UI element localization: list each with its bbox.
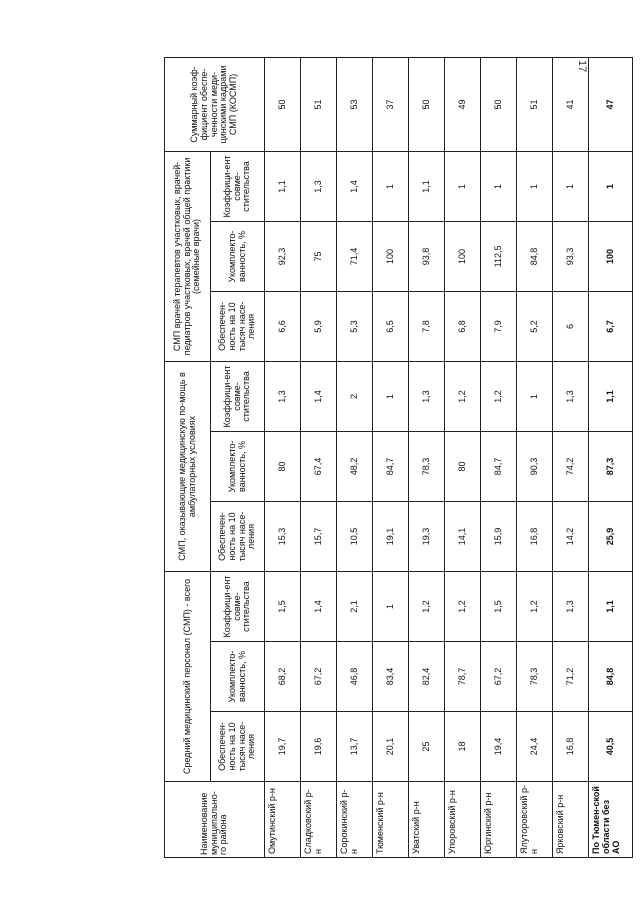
value-cell: 74,2 [553, 431, 589, 501]
value-cell: 5,2 [517, 291, 553, 361]
value-cell: 15,9 [481, 501, 517, 571]
subheader-4: Укомплекто-ванность, % [211, 431, 265, 501]
table-row [265, 57, 301, 857]
page-number: 17 [576, 60, 588, 73]
value-cell: 67,2 [301, 642, 337, 712]
value-cell: 1,1 [265, 151, 301, 221]
value-cell: 1,2 [481, 361, 517, 431]
value-cell: 87,3 [589, 431, 633, 501]
value-cell: 84,7 [373, 431, 409, 501]
value-cell: 1,4 [337, 151, 373, 221]
value-cell: 67,4 [301, 431, 337, 501]
value-cell: 80 [265, 431, 301, 501]
value-cell: 1,1 [589, 361, 633, 431]
value-cell: 48,2 [337, 431, 373, 501]
subheader-3: Обеспечен-ность на 10 тысяч насе-ления [211, 501, 265, 571]
value-cell: 18 [445, 712, 481, 782]
value-cell: 15,7 [301, 501, 337, 571]
value-cell: 6,5 [373, 291, 409, 361]
table-row [409, 57, 445, 857]
value-cell: 15,3 [265, 501, 301, 571]
value-cell: 100 [445, 221, 481, 291]
value-cell: 46,8 [337, 642, 373, 712]
value-cell: 82,4 [409, 642, 445, 712]
value-cell: 1,3 [553, 571, 589, 641]
header-group-smp-total: Средний медицинский персонал (СМП) - всего [165, 571, 211, 781]
value-cell: 7,8 [409, 291, 445, 361]
value-cell: 1,5 [481, 571, 517, 641]
value-cell: 78,3 [409, 431, 445, 501]
district-name: Ялуторовский р-н [517, 782, 553, 858]
value-cell: 16,8 [553, 712, 589, 782]
value-cell: 67,2 [481, 642, 517, 712]
value-cell: 80 [445, 431, 481, 501]
value-cell: 14,1 [445, 501, 481, 571]
district-name: Ярковский р-н [553, 782, 589, 858]
value-cell: 20,1 [373, 712, 409, 782]
value-cell: 1 [373, 361, 409, 431]
value-cell: 1,2 [445, 571, 481, 641]
value-cell: 1,4 [301, 361, 337, 431]
value-cell: 1,1 [589, 571, 633, 641]
value-cell: 50 [409, 57, 445, 151]
table-row [301, 57, 337, 857]
value-cell: 6 [553, 291, 589, 361]
value-cell: 25 [409, 712, 445, 782]
table-row [481, 57, 517, 857]
value-cell: 16,8 [517, 501, 553, 571]
value-cell: 1,2 [409, 571, 445, 641]
value-cell: 1 [373, 151, 409, 221]
value-cell: 1,3 [301, 151, 337, 221]
value-cell: 19,1 [373, 501, 409, 571]
value-cell: 83,4 [373, 642, 409, 712]
value-cell: 1,3 [409, 361, 445, 431]
value-cell: 19,6 [301, 712, 337, 782]
district-name: Сорокинский р-н [337, 782, 373, 858]
district-name: Сладковский р-н [301, 782, 337, 858]
value-cell: 100 [589, 221, 633, 291]
subheader-1: Укомплекто-ванность, % [211, 642, 265, 712]
value-cell: 13,7 [337, 712, 373, 782]
value-cell: 51 [301, 57, 337, 151]
rotated-table-container [164, 58, 621, 858]
value-cell: 1 [589, 151, 633, 221]
table-row [445, 57, 481, 857]
value-cell: 6,8 [445, 291, 481, 361]
value-cell: 1,2 [517, 571, 553, 641]
header-kosmp: Суммарный коэф-фициент обеспе-ченности меди-цинскими кадрами СМП (КОСМП) [165, 57, 265, 151]
district-name: Тюменский р-н [373, 782, 409, 858]
header-district-name: Наименование муниципально-го района [165, 782, 265, 858]
value-cell: 71,4 [337, 221, 373, 291]
value-cell: 1,2 [445, 361, 481, 431]
value-cell: 1,4 [301, 571, 337, 641]
value-cell: 49 [445, 57, 481, 151]
value-cell: 78,3 [517, 642, 553, 712]
value-cell: 1,5 [265, 571, 301, 641]
subheader-2: Коэффици-ент совме-стительства [211, 571, 265, 641]
value-cell: 84,7 [481, 431, 517, 501]
value-cell: 7,9 [481, 291, 517, 361]
value-cell: 1 [517, 361, 553, 431]
value-cell: 19,7 [265, 712, 301, 782]
value-cell: 75 [301, 221, 337, 291]
value-cell: 1 [445, 151, 481, 221]
value-cell: 2,1 [337, 571, 373, 641]
value-cell: 50 [265, 57, 301, 151]
subheader-7: Укомплекто-ванность, % [211, 221, 265, 291]
value-cell: 84,8 [517, 221, 553, 291]
value-cell: 1,1 [409, 151, 445, 221]
subheader-8: Коэффици-ент совме-стительства [211, 151, 265, 221]
value-cell: 19,3 [409, 501, 445, 571]
value-cell: 6,6 [265, 291, 301, 361]
staffing-table [164, 57, 633, 858]
value-cell: 93,3 [553, 221, 589, 291]
value-cell: 68,2 [265, 642, 301, 712]
total-row [589, 57, 633, 857]
table-row [517, 57, 553, 857]
value-cell: 1,3 [553, 361, 589, 431]
header-group-smp-therapists: СМП врачей терапевтов участковых, врачей-педиатров участковых, врачей общей практики (семейные врачи) [165, 151, 211, 361]
value-cell: 93,8 [409, 221, 445, 291]
value-cell: 40,5 [589, 712, 633, 782]
value-cell: 19,4 [481, 712, 517, 782]
value-cell: 2 [337, 361, 373, 431]
table-row [337, 57, 373, 857]
subheader-0: Обеспечен-ность на 10 тысяч насе-ления [211, 712, 265, 782]
value-cell: 90,3 [517, 431, 553, 501]
value-cell: 41 [553, 57, 589, 151]
district-name: По Тюмен-ской области без АО [589, 782, 633, 858]
subheader-6: Обеспечен-ность на 10 тысяч насе-ления [211, 291, 265, 361]
header-group-smp-ambulatory: СМП, оказывающие медицинскую по-мощь в амбулаторных условиях [165, 361, 211, 571]
value-cell: 53 [337, 57, 373, 151]
value-cell: 37 [373, 57, 409, 151]
value-cell: 24,4 [517, 712, 553, 782]
value-cell: 92,3 [265, 221, 301, 291]
value-cell: 84,8 [589, 642, 633, 712]
value-cell: 10,5 [337, 501, 373, 571]
district-name: Упоровский р-н [445, 782, 481, 858]
value-cell: 100 [373, 221, 409, 291]
district-name: Омутинский р-н [265, 782, 301, 858]
value-cell: 71,2 [553, 642, 589, 712]
value-cell: 1 [373, 571, 409, 641]
value-cell: 1,3 [265, 361, 301, 431]
value-cell: 47 [589, 57, 633, 151]
district-name: Юргинский р-н [481, 782, 517, 858]
value-cell: 14,2 [553, 501, 589, 571]
value-cell: 78,7 [445, 642, 481, 712]
value-cell: 5,9 [301, 291, 337, 361]
value-cell: 25,9 [589, 501, 633, 571]
value-cell: 50 [481, 57, 517, 151]
value-cell: 1 [481, 151, 517, 221]
table-row [553, 57, 589, 857]
table-row [373, 57, 409, 857]
value-cell: 1 [517, 151, 553, 221]
value-cell: 5,3 [337, 291, 373, 361]
value-cell: 1 [553, 151, 589, 221]
value-cell: 6,7 [589, 291, 633, 361]
value-cell: 51 [517, 57, 553, 151]
value-cell: 112,5 [481, 221, 517, 291]
subheader-5: Коэффици-ент совме-стительства [211, 361, 265, 431]
district-name: Уватский р-н [409, 782, 445, 858]
